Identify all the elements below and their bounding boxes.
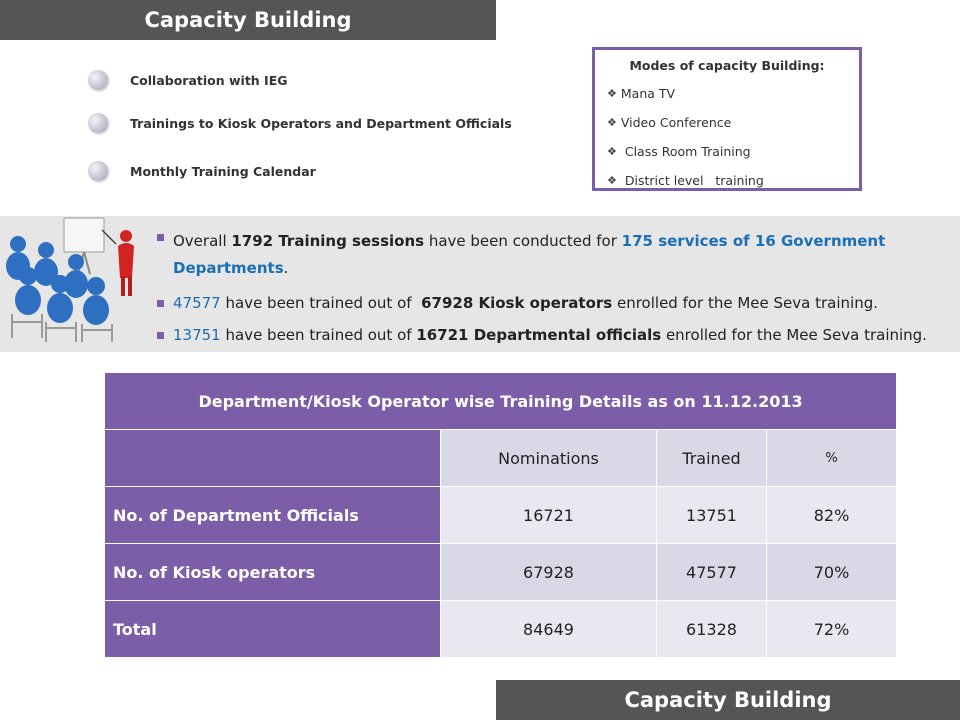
diamond-bullet-icon: ❖	[607, 145, 617, 158]
bullet-label: Trainings to Kiosk Operators and Department Officials	[130, 115, 512, 131]
stat-officials-enrolled: 16721 Departmental officials	[416, 326, 662, 344]
row-label: No. of Kiosk operators	[105, 544, 441, 601]
top-banner-title: Capacity Building	[144, 8, 352, 32]
table-title: Department/Kiosk Operator wise Training Details as on 11.12.2013	[105, 373, 897, 430]
top-banner	[0, 0, 496, 40]
circle-bullet-icon	[88, 113, 108, 133]
square-bullet-icon	[157, 332, 164, 339]
training-presentation-illustration	[2, 214, 152, 344]
cell-trained: 47577	[657, 544, 767, 601]
stat-officials	[157, 326, 927, 344]
stat-text: .	[283, 259, 289, 277]
mode-item	[607, 115, 731, 130]
modes-box	[592, 47, 862, 191]
cell-percent: 82%	[767, 487, 897, 544]
stat-sessions-count: 1792 Training sessions	[231, 232, 425, 250]
stat-kiosk-trained: 47577	[173, 294, 221, 312]
row-label: No. of Department Officials	[105, 487, 441, 544]
stat-services: 175 services of 16 Government	[621, 232, 886, 250]
stat-officials-trained: 13751	[173, 326, 221, 344]
diamond-bullet-icon: ❖	[607, 116, 617, 129]
table-header-row	[105, 430, 897, 487]
bullet-label: Monthly Training Calendar	[130, 163, 316, 179]
diamond-bullet-icon: ❖	[607, 87, 617, 100]
stat-departments: Departments	[173, 259, 284, 277]
cell-trained: 13751	[657, 487, 767, 544]
cell-trained: 61328	[657, 601, 767, 658]
cell-percent: 70%	[767, 544, 897, 601]
table-row	[105, 601, 897, 658]
table-header-blank	[105, 430, 441, 487]
mode-label: District level training	[620, 173, 764, 188]
mode-item	[607, 173, 764, 188]
mode-item	[607, 144, 751, 159]
bullet-trainings	[88, 113, 512, 133]
stat-text: Overall	[173, 232, 232, 250]
cell-percent: 72%	[767, 601, 897, 658]
mode-label: Class Room Training	[620, 144, 751, 159]
table-row	[105, 487, 897, 544]
stat-kiosk-enrolled: 67928 Kiosk operators	[421, 294, 613, 312]
training-table	[104, 372, 897, 658]
stat-text: have been trained out of	[220, 294, 422, 312]
mode-label: Video Conference	[620, 115, 732, 130]
stat-text: enrolled for the Mee Seva training.	[612, 294, 878, 312]
cell-nominations: 67928	[441, 544, 657, 601]
row-label: Total	[105, 601, 441, 658]
bottom-banner	[496, 680, 960, 720]
square-bullet-icon	[157, 234, 164, 241]
circle-bullet-icon	[88, 70, 108, 90]
bullet-label: Collaboration with IEG	[130, 72, 288, 88]
cell-nominations: 16721	[441, 487, 657, 544]
mode-label: Mana TV	[620, 86, 676, 101]
mode-item	[607, 86, 675, 101]
table-header-percent: %	[767, 430, 897, 487]
diamond-bullet-icon: ❖	[607, 174, 617, 187]
modes-title: Modes of capacity Building:	[629, 58, 825, 73]
stat-text: have been trained out of	[220, 326, 417, 344]
table-title-row	[105, 373, 897, 430]
stat-text: have been conducted for	[424, 232, 622, 250]
bottom-banner-title: Capacity Building	[624, 688, 832, 712]
square-bullet-icon	[157, 300, 164, 307]
table-header-nominations: Nominations	[441, 430, 657, 487]
circle-bullet-icon	[88, 161, 108, 181]
stat-sessions	[157, 228, 885, 282]
bullet-collaboration	[88, 70, 288, 90]
stat-text: enrolled for the Mee Seva training.	[661, 326, 927, 344]
stat-kiosk	[157, 294, 878, 312]
table-header-trained: Trained	[657, 430, 767, 487]
table-row	[105, 544, 897, 601]
bullet-calendar	[88, 161, 316, 181]
cell-nominations: 84649	[441, 601, 657, 658]
